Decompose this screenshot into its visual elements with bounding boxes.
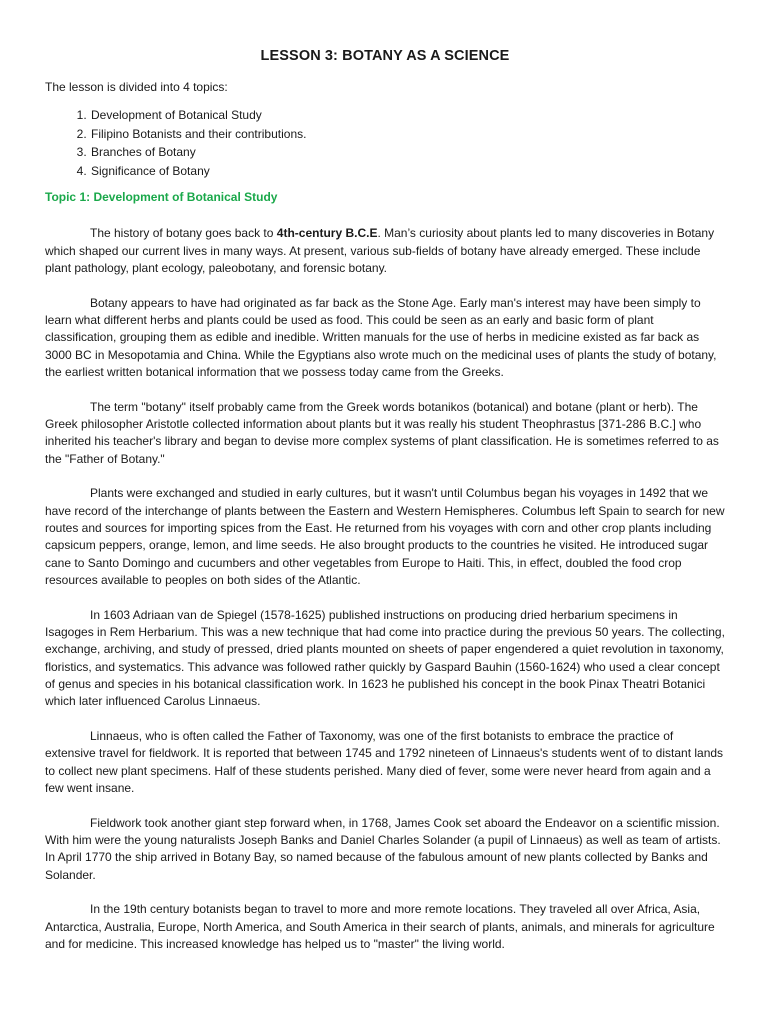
list-item: 3. Branches of Botany [90, 143, 725, 162]
list-item: 4. Significance of Botany [90, 162, 725, 181]
paragraph-linnaeus: Linnaeus, who is often called the Father of Taxonomy, was one of the first botanists to embrace the practice of extensive travel for fieldwork. It is reported that between 1745 and 1792 nineteen of Linnaeus's students went of to distant lands to collect new plant specimens. Half of these students perished. Many died of fever, some were never heard from again and a few went insane. [45, 728, 724, 795]
bold-date: 4th-century B.C.E [276, 226, 378, 241]
intro-text: The lesson is divided into 4 topics: [45, 80, 228, 94]
paragraph-text: . Man’s curiosity about plants led to many discoveries in Botany which shaped our current lives in many ways. At present, various sub-fields of botany have already emerged. These include plant pathology, plant ecology, paleobotany, and forensic botany. [45, 226, 715, 275]
paragraph-fieldwork: Fieldwork took another giant step forward when, in 1768, James Cook set aboard the Endeavor on a scientific mission. With him were the young naturalists Joseph Banks and Daniel Charles Solander (a pupil of Linnaeus) as well as team of artists. In April 1770 the ship arrived in Botany Bay, so named because of the fabulous amount of new plants collected by Banks and Solander. [45, 815, 721, 882]
list-item: 1. Development of Botanical Study [90, 106, 725, 125]
lesson-title: LESSON 3: BOTANY AS A SCIENCE [260, 48, 510, 64]
paragraph-text: The history of botany goes back to [90, 226, 277, 241]
paragraph-term-botany: The term "botany" itself probably came from the Greek words botanikos (botanical) and botane (plant or herb). The Greek philosopher Aristotle collected information about plants but it was really his student Theophrastus [371-286 B.C.] who inherited his teacher's library and began to devise more complex systems of plant classification. He is sometimes referred to as the "Father of Botany." [45, 399, 719, 466]
paragraph-stone-age: Botany appears to have had originated as far back as the Stone Age. Early man's interest may have been simply to learn what different herbs and plants could be used as food. This could be seen as an early and basic form of plant classification, grouping them as edible and inedible. Written manuals for the use of herbs in medicine existed as far back as 3000 BC in Mesopotamia and China. While the Egyptians also wrote much on the medicinal uses of plants the study of botany, the earliest written botanical information that we possess today came from the Greeks. [45, 295, 717, 379]
paragraph-herbarium: In 1603 Adriaan van de Spiegel (1578-1625) published instructions on producing dried herbarium specimens in Isagoges in Rem Herbarium. This was a new technique that had come into practice during the previous 50 years. The collecting, exchange, archiving, and study of pressed, dried plants mounted on sheets of paper engendered a quiet revolution in taxonomy, floristics, and systematics. This advance was followed rather quickly by Gaspard Bauhin (1560-1624) who used a clear concept of genus and species in his botanical classification work. In 1623 he published his concept in the book Pinax Theatri Botanici which later influenced Carolus Linnaeus. [45, 607, 725, 709]
topics-list [45, 106, 725, 180]
paragraph-columbus: Plants were exchanged and studied in early cultures, but it wasn't until Columbus began his voyages in 1492 that we have record of the interchange of plants between the Eastern and Western Hemispheres. Columbus left Spain to search for new routes and sources for importing spices from the East. He returned from his voyages with corn and other crop plants including capsicum peppers, orange, lemon, and lime seeds. He also brought products to the countries he visited. He introduced sugar cane to Santo Domingo and cucumbers and other vegetables from Europe to Haiti. This, in effect, doubled the food crop resources available to peoples on both sides of the Atlantic. [45, 486, 725, 587]
list-item: 2. Filipino Botanists and their contributions. [90, 125, 725, 144]
paragraph-history [45, 225, 725, 277]
topic-heading: Topic 1: Development of Botanical Study [45, 190, 278, 205]
paragraph-19th-century: In the 19th century botanists began to travel to more and more remote locations. They traveled all over Africa, Asia, Antarctica, Australia, Europe, North America, and South America in their search of plants, animals, and minerals for agriculture and for medicine. This increased knowledge has helped us to "master" the living world. [45, 902, 715, 951]
document-page [45, 48, 725, 971]
